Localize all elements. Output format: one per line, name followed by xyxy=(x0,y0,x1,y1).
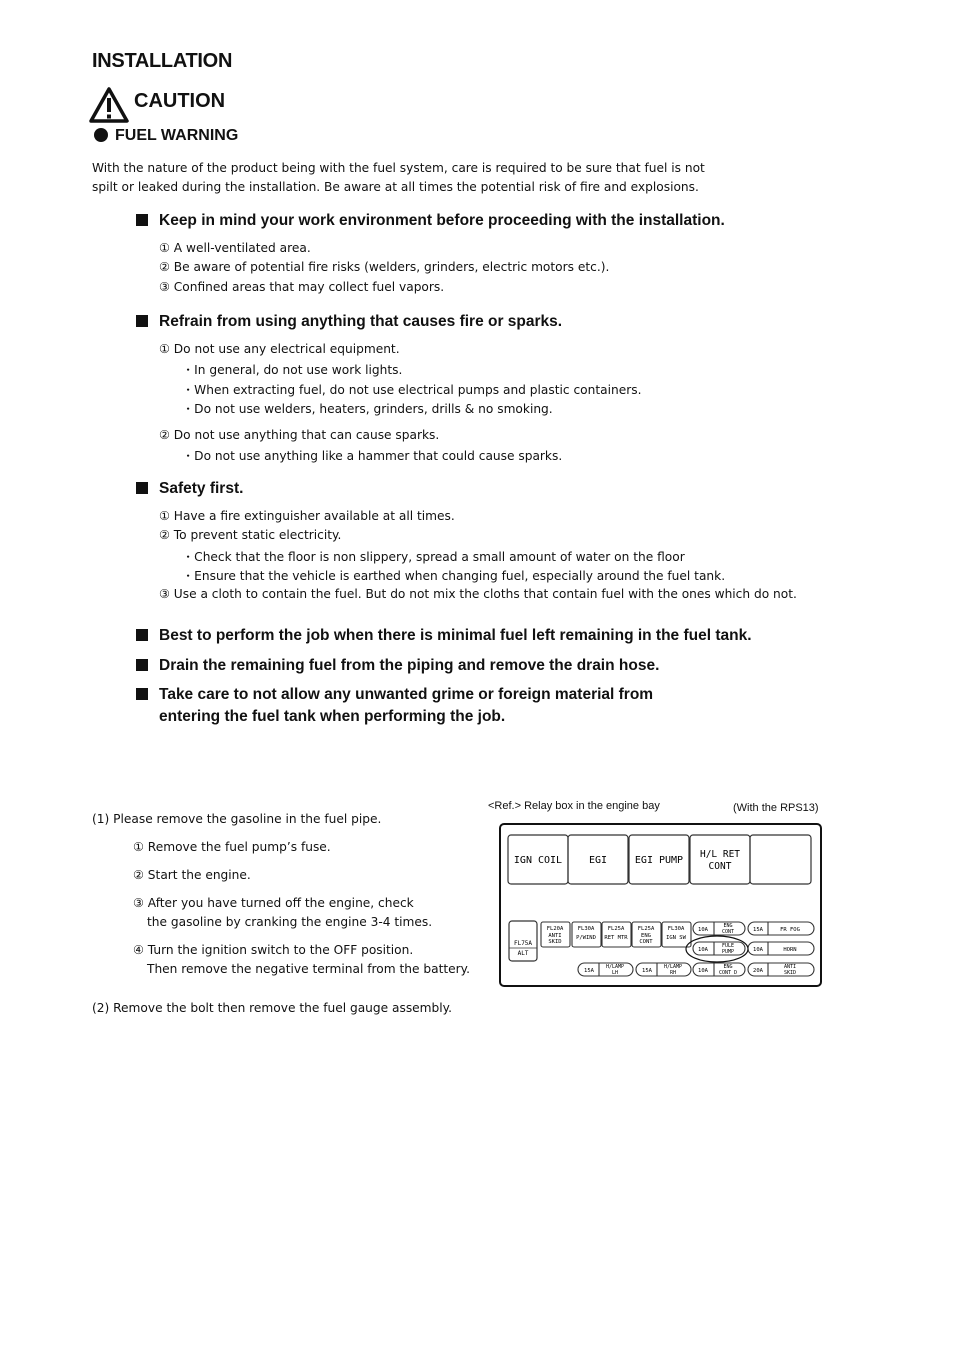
fuse-label: FL25A xyxy=(607,926,625,932)
fuse-label: H/LAMP xyxy=(663,964,683,970)
fuel-warning-heading: FUEL WARNING xyxy=(94,127,238,145)
step-item: Then remove the negative terminal from the battery. xyxy=(147,962,470,976)
page-title: INSTALLATION xyxy=(92,50,233,72)
caution-heading: CAUTION xyxy=(134,90,226,112)
relay-label: CONT xyxy=(708,861,732,872)
step-item: ③ After you have turned off the engine, check xyxy=(133,896,414,910)
list-subitem: ・Ensure that the vehicle is earthed when changing fuel, especially around the fuel tank. xyxy=(182,569,726,583)
list-item: ① Do not use any electrical equipment. xyxy=(159,342,400,356)
list-subitem: ・Do not use welders, heaters, grinders, drills & no smoking. xyxy=(182,402,553,416)
fuse-label: P/WIND xyxy=(576,935,596,941)
step-item: ① Remove the fuel pump’s fuse. xyxy=(133,840,331,854)
fuse-label: FL30A xyxy=(667,926,685,932)
fuse-label: FL25A xyxy=(637,926,655,932)
list-subitem: ・Do not use anything like a hammer that could cause sparks. xyxy=(182,449,563,463)
fuse-label: RH xyxy=(669,970,677,976)
list-item: ② Do not use anything that can cause sparks. xyxy=(159,428,440,442)
fuse-label: LH xyxy=(611,970,619,976)
fuse-label: ANTI xyxy=(783,964,797,970)
square-bullet-icon xyxy=(136,214,148,226)
section-safety-first: Safety first. xyxy=(136,480,243,498)
fuse-label: 15A xyxy=(584,968,594,974)
fuse-label: 10A xyxy=(698,968,708,974)
relay-box-caption: <Ref.> Relay box in the engine bay xyxy=(488,800,660,812)
fuse-label: 15A xyxy=(642,968,652,974)
step-item: ④ Turn the ignition switch to the OFF position. xyxy=(133,943,414,957)
step-item: ② Start the engine. xyxy=(133,868,251,882)
warning-triangle-icon xyxy=(88,86,130,124)
intro-line-1: With the nature of the product being with the fuel system, care is required to be sure that fuel is not xyxy=(92,161,705,175)
section-fire-sparks: Refrain from using anything that causes fire or sparks. xyxy=(136,313,562,331)
section-work-environment: Keep in mind your work environment before proceeding with the installation. xyxy=(136,212,725,230)
relay-box-model: (With the RPS13) xyxy=(733,802,819,814)
fuse-label: SKID xyxy=(548,939,562,945)
note-foreign-material: Take care to not allow any unwanted grime or foreign material from xyxy=(136,686,653,704)
fuse-label: IGN SW xyxy=(666,935,686,941)
intro-line-2: spilt or leaked during the installation. Be aware at all times the potential risk of fire and explosions. xyxy=(92,180,699,194)
fuse-label: ENG xyxy=(723,923,733,929)
fuse-label: 10A xyxy=(753,947,763,953)
fuse-label: FL75A xyxy=(513,940,533,947)
step-1-title: (1) Please remove the gasoline in the fuel pipe. xyxy=(92,812,382,826)
relay-label: EGI xyxy=(588,855,608,866)
step-2-title: (2) Remove the bolt then remove the fuel gauge assembly. xyxy=(92,1001,453,1015)
list-item: ① Have a fire extinguisher available at all times. xyxy=(159,509,455,523)
fuse-label: ENG xyxy=(723,964,733,970)
fuse-label: HORN xyxy=(783,947,797,953)
fuse-label: H/LAMP xyxy=(605,964,625,970)
relay-label: H/L RET xyxy=(699,849,741,860)
fuse-label: ANTI xyxy=(548,933,562,939)
fuse-label: PUMP xyxy=(721,949,735,955)
fuse-label: CONT xyxy=(721,929,735,935)
list-item: ③ Use a cloth to contain the fuel. But do not mix the cloths that contain fuel with the ones which do not. xyxy=(159,587,797,601)
list-subitem: ・Check that the floor is non slippery, spread a small amount of water on the floor xyxy=(182,550,685,564)
fuse-label: SKID xyxy=(783,970,797,976)
list-subitem: ・In general, do not use work lights. xyxy=(182,363,403,377)
fuse-label: 15A xyxy=(753,927,763,933)
square-bullet-icon xyxy=(136,659,148,671)
list-item: ② Be aware of potential fire risks (welders, grinders, electric motors etc.). xyxy=(159,260,610,274)
fuse-label: 10A xyxy=(698,947,708,953)
relay-label: IGN COIL xyxy=(513,855,563,866)
fuse-label: 10A xyxy=(698,927,708,933)
list-item: ② To prevent static electricity. xyxy=(159,528,342,542)
list-item: ③ Confined areas that may collect fuel vapors. xyxy=(159,280,445,294)
fuse-label: RET MTR xyxy=(604,935,628,941)
fuse-label: CONT D xyxy=(718,970,738,976)
fuse-label: FL30A xyxy=(577,926,595,932)
list-subitem: ・When extracting fuel, do not use electrical pumps and plastic containers. xyxy=(182,383,642,397)
fuse-label: FULE xyxy=(721,943,735,949)
fuse-label: 20A xyxy=(753,968,763,974)
note-drain-fuel: Drain the remaining fuel from the piping and remove the drain hose. xyxy=(136,657,659,675)
list-item: ① A well-ventilated area. xyxy=(159,241,311,255)
note-minimal-fuel: Best to perform the job when there is minimal fuel left remaining in the fuel tank. xyxy=(136,627,752,645)
note-foreign-material-cont: entering the fuel tank when performing the job. xyxy=(159,708,506,725)
relay-box-diagram xyxy=(498,822,824,990)
fuse-label: ALT xyxy=(517,950,529,957)
square-bullet-icon xyxy=(136,688,148,700)
square-bullet-icon xyxy=(136,315,148,327)
step-item: the gasoline by cranking the engine 3-4 times. xyxy=(147,915,433,929)
bullet-dot-icon xyxy=(94,128,108,142)
relay-label: EGI PUMP xyxy=(634,855,684,866)
fuse-label: FR FOG xyxy=(780,927,800,933)
fuse-label: ENG xyxy=(641,933,651,939)
fuse-label: CONT xyxy=(639,939,653,945)
square-bullet-icon xyxy=(136,629,148,641)
fuse-label: FL20A xyxy=(546,926,564,932)
square-bullet-icon xyxy=(136,482,148,494)
